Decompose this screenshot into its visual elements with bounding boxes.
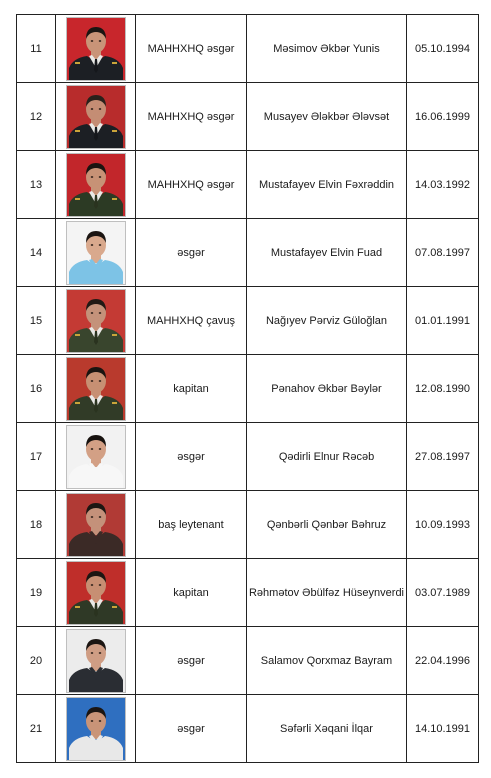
portrait-photo: [66, 85, 126, 149]
photo-cell: [56, 151, 136, 219]
full-name-cell: Məsimov Əkbər Yunis: [247, 15, 407, 83]
portrait-figure: [67, 698, 125, 760]
birth-date-cell: 10.09.1993: [407, 491, 479, 559]
row-number: 13: [17, 151, 56, 219]
full-name-cell: Mustafayev Elvin Fuad: [247, 219, 407, 287]
photo-cell: [56, 627, 136, 695]
birth-date-cell: 01.01.1991: [407, 287, 479, 355]
birth-date-cell: 22.04.1996: [407, 627, 479, 695]
portrait-photo: [66, 425, 126, 489]
birth-date-cell: 03.07.1989: [407, 559, 479, 627]
full-name-cell: Musayev Ələkbər Ələvsət: [247, 83, 407, 151]
personnel-table-body: [17, 15, 479, 763]
birth-date-cell: 14.03.1992: [407, 151, 479, 219]
portrait-figure: [67, 358, 125, 420]
portrait-photo: [66, 17, 126, 81]
table-row: [17, 219, 479, 287]
rank-cell: əsgər: [136, 627, 247, 695]
portrait-figure: [67, 562, 125, 624]
rank-cell: baş leytenant: [136, 491, 247, 559]
portrait-figure: [67, 426, 125, 488]
full-name-cell: Rəhmətov Əbülfəz Hüseynverdi: [247, 559, 407, 627]
table-row: [17, 627, 479, 695]
table-row: [17, 559, 479, 627]
birth-date-cell: 05.10.1994: [407, 15, 479, 83]
row-number: 15: [17, 287, 56, 355]
rank-cell: MAHHXHQ əsgər: [136, 83, 247, 151]
portrait-figure: [67, 86, 125, 148]
photo-cell: [56, 695, 136, 763]
rank-cell: MAHHXHQ əsgər: [136, 15, 247, 83]
table-row: [17, 15, 479, 83]
portrait-photo: [66, 629, 126, 693]
row-number: 21: [17, 695, 56, 763]
personnel-table: [16, 14, 479, 763]
rank-cell: kapitan: [136, 355, 247, 423]
row-number: 16: [17, 355, 56, 423]
photo-cell: [56, 219, 136, 287]
portrait-photo: [66, 357, 126, 421]
birth-date-cell: 14.10.1991: [407, 695, 479, 763]
portrait-figure: [67, 154, 125, 216]
table-row: [17, 151, 479, 219]
rank-cell: əsgər: [136, 219, 247, 287]
rank-cell: MAHHXHQ çavuş: [136, 287, 247, 355]
portrait-figure: [67, 630, 125, 692]
portrait-figure: [67, 494, 125, 556]
row-number: 14: [17, 219, 56, 287]
photo-cell: [56, 491, 136, 559]
rank-cell: kapitan: [136, 559, 247, 627]
birth-date-cell: 07.08.1997: [407, 219, 479, 287]
birth-date-cell: 12.08.1990: [407, 355, 479, 423]
table-row: [17, 695, 479, 763]
row-number: 20: [17, 627, 56, 695]
photo-cell: [56, 287, 136, 355]
table-row: [17, 423, 479, 491]
table-row: [17, 355, 479, 423]
portrait-figure: [67, 222, 125, 284]
rank-cell: əsgər: [136, 695, 247, 763]
photo-cell: [56, 83, 136, 151]
portrait-photo: [66, 561, 126, 625]
row-number: 19: [17, 559, 56, 627]
photo-cell: [56, 423, 136, 491]
row-number: 18: [17, 491, 56, 559]
photo-cell: [56, 15, 136, 83]
row-number: 11: [17, 15, 56, 83]
table-row: [17, 287, 479, 355]
photo-cell: [56, 559, 136, 627]
birth-date-cell: 27.08.1997: [407, 423, 479, 491]
row-number: 17: [17, 423, 56, 491]
full-name-cell: Salamov Qorxmaz Bayram: [247, 627, 407, 695]
portrait-figure: [67, 290, 125, 352]
portrait-photo: [66, 153, 126, 217]
portrait-photo: [66, 221, 126, 285]
table-row: [17, 491, 479, 559]
row-number: 12: [17, 83, 56, 151]
rank-cell: MAHHXHQ əsgər: [136, 151, 247, 219]
full-name-cell: Pənahov Əkbər Bəylər: [247, 355, 407, 423]
full-name-cell: Qənbərli Qənbər Bəhruz: [247, 491, 407, 559]
full-name-cell: Nağıyev Pərviz Güloğlan: [247, 287, 407, 355]
portrait-photo: [66, 697, 126, 761]
portrait-photo: [66, 493, 126, 557]
rank-cell: əsgər: [136, 423, 247, 491]
portrait-photo: [66, 289, 126, 353]
full-name-cell: Səfərli Xəqani İlqar: [247, 695, 407, 763]
full-name-cell: Qədirli Elnur Rəcəb: [247, 423, 407, 491]
portrait-figure: [67, 18, 125, 80]
photo-cell: [56, 355, 136, 423]
birth-date-cell: 16.06.1999: [407, 83, 479, 151]
full-name-cell: Mustafayev Elvin Fəxrəddin: [247, 151, 407, 219]
table-row: [17, 83, 479, 151]
